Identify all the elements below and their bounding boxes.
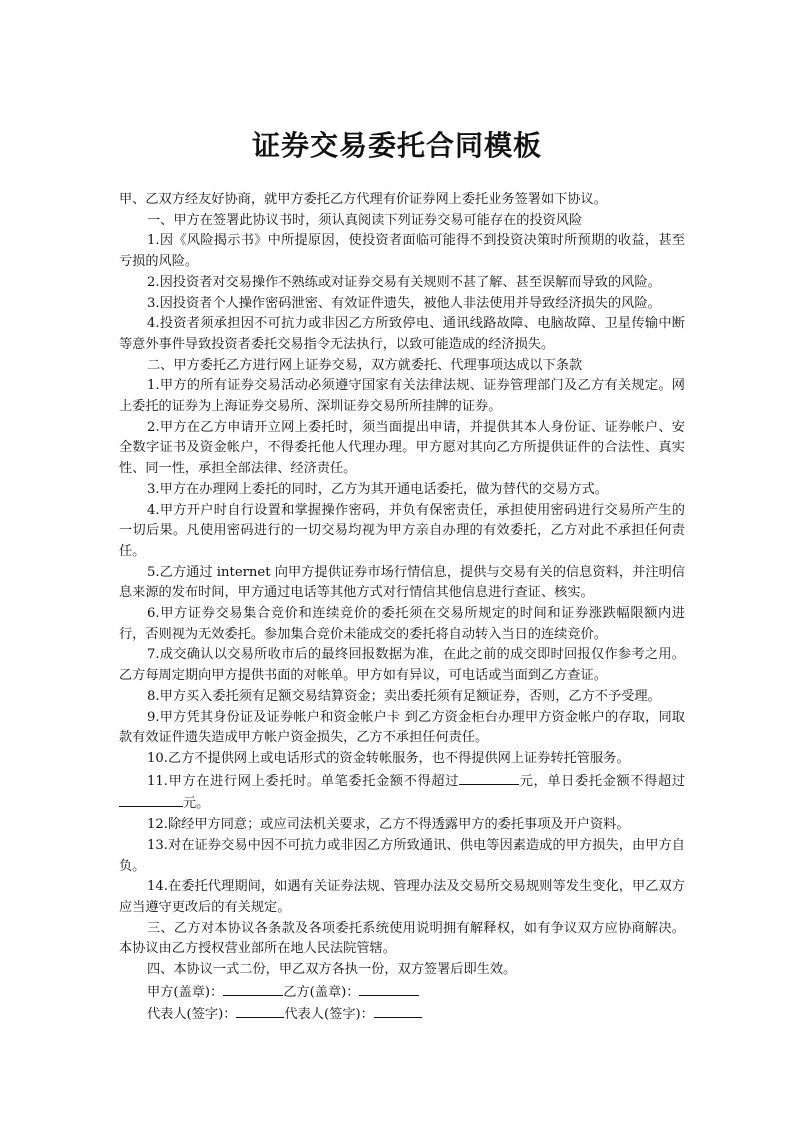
risk-item-1: 1.因《风险揭示书》中所提原因，使投资者面临可能得不到投资决策时所预期的收益，甚至亏损的风险。 [119, 233, 685, 270]
rep-b-label: 代表人(签字)： [284, 1007, 374, 1023]
rep-a-blank [236, 1003, 284, 1018]
section-1-heading: 一、甲方在签署此协议书时，须认真阅读下列证券交易可能存在的投资风险 [147, 212, 583, 228]
risk-item-4: 4.投资者须承担因不可抗力或非因乙方所致停电、通讯线路故障、电脑故障、卫星传输中断等意外事件导致投资者委托交易指令无法执行，以致可能造成的经济损失。 [119, 316, 685, 352]
party-b-seal-blank [359, 981, 419, 996]
document-body [119, 190, 685, 1026]
clause-11-part-1: 11.甲方在进行网上委托时。单笔委托金额不得超过 [147, 773, 460, 789]
clause-3: 3.甲方在办理网上委托的同时，乙方为其开通电话委托，做为替代的交易方式。 [147, 481, 608, 497]
clause-10: 10.乙方不提供网上或电话形式的资金转帐服务，也不得提供网上证券转托管服务。 [147, 750, 630, 766]
rep-b-blank [374, 1003, 422, 1018]
clause-11-part-3: 元。 [183, 796, 210, 812]
clause-11-part-2: 元，单日委托金额不得超过 [519, 773, 685, 789]
party-b-seal-label: 乙方(盖章)： [283, 984, 360, 1000]
section-3-paragraph: 三、乙方对本协议各条款及各项委托系统使用说明拥有解释权，如有争议双方应协商解决。本协议由乙方授权营业部所在地人民法院管辖。 [119, 920, 685, 957]
daily-order-limit-blank [119, 792, 183, 807]
clause-9: 9.甲方凭其身份证及证券帐户和资金帐户卡 到乙方资金柜台办理甲方资金帐户的存取，同取款有效证件遗失造成甲方帐户资金损失，乙方不承担任何责任。 [119, 709, 685, 746]
clause-2: 2.甲方在乙方申请开立网上委托时，须当面提出申请，并提供其本人身份证、证券帐户、安全数字证书及资金帐户，不得委托他人代理办理。甲方愿对其向乙方所提供证件的合法性、真实性、同一性，承担全部法律、经济责任。 [119, 419, 685, 477]
clause-12: 12.除经甲方同意；或应司法机关要求，乙方不得透露甲方的委托事项及开户资料。 [147, 817, 630, 833]
intro-paragraph: 甲、乙双方经友好协商，就甲方委托乙方代理有价证券网上委托业务签署如下协议。 [119, 192, 607, 207]
risk-item-2: 2.因投资者对交易操作不熟练或对证券交易有关规则不甚了解、甚至误解而导致的风险。 [147, 274, 661, 290]
seal-line [119, 981, 685, 1004]
document-title: 证券交易委托合同模板 [251, 129, 542, 162]
clause-6: 6.甲方证券交易集合竞价和连续竞价的委托须在交易所规定的时间和证券涨跌幅限额内进行，否则视为无效委托。参加集合竞价未能成交的委托将自动转入当日的连续竞价。 [119, 606, 685, 642]
section-2-heading: 二、甲方委托乙方进行网上证券交易，双方就委托、代理事项达成以下条款 [147, 357, 583, 373]
risk-item-3: 3.因投资者个人操作密码泄密、有效证件遗失，被他人非法使用并导致经济损失的风险。 [147, 295, 661, 311]
clause-5: 5.乙方通过 internet 向甲方提供证券市场行情信息，提供与交易有关的信息资料，并注明信息来源的发布时间，甲方通过电话等其他方式对行情信其他信息进行查证、核实。 [119, 564, 685, 601]
clause-1: 1.甲方的所有证券交易活动必须遵守国家有关法律法规、证券管理部门及乙方有关规定。网上委托的证券为上海证券交易所、深圳证券交易所所挂牌的证券。 [119, 378, 685, 415]
party-a-seal-label: 甲方(盖章)： [147, 984, 224, 1000]
clause-7: 7.成交确认以交易所收市后的最终回报数据为准，在此之前的成交即时回报仅作参考之用。乙方每周定期向甲方提供书面的对帐单。甲方如有异议，可电话或当面到乙方查证。 [119, 647, 685, 684]
clause-14: 14.在委托代理期间，如遇有关证券法规、管理办法及交易所交易规则等发生变化，甲乙双方应当遵守更改后的有关规定。 [119, 879, 685, 915]
party-a-seal-blank [223, 981, 283, 996]
clause-13: 13.对在证券交易中因不可抗力或非因乙方所致通讯、供电等因素造成的甲方损失，由甲方自负。 [119, 837, 685, 874]
single-order-limit-blank [459, 770, 519, 785]
representative-line [119, 1003, 685, 1026]
clause-8: 8.甲方买入委托须有足额交易结算资金；卖出委托须有足额证券，否则，乙方不予受理。 [147, 688, 661, 704]
section-4-paragraph: 四、本协议一式二份，甲乙双方各执一份，双方签署后即生效。 [147, 962, 517, 978]
clause-4: 4.甲方开户时自行设置和掌握操作密码，并负有保密责任，承担使用密码进行交易所产生的一切后果。凡使用密码进行的一切交易均视为甲方亲自办理的有效委托，乙方对此不承担任何责任。 [119, 502, 685, 559]
rep-a-label: 代表人(签字)： [147, 1007, 237, 1023]
clause-11 [119, 770, 685, 815]
